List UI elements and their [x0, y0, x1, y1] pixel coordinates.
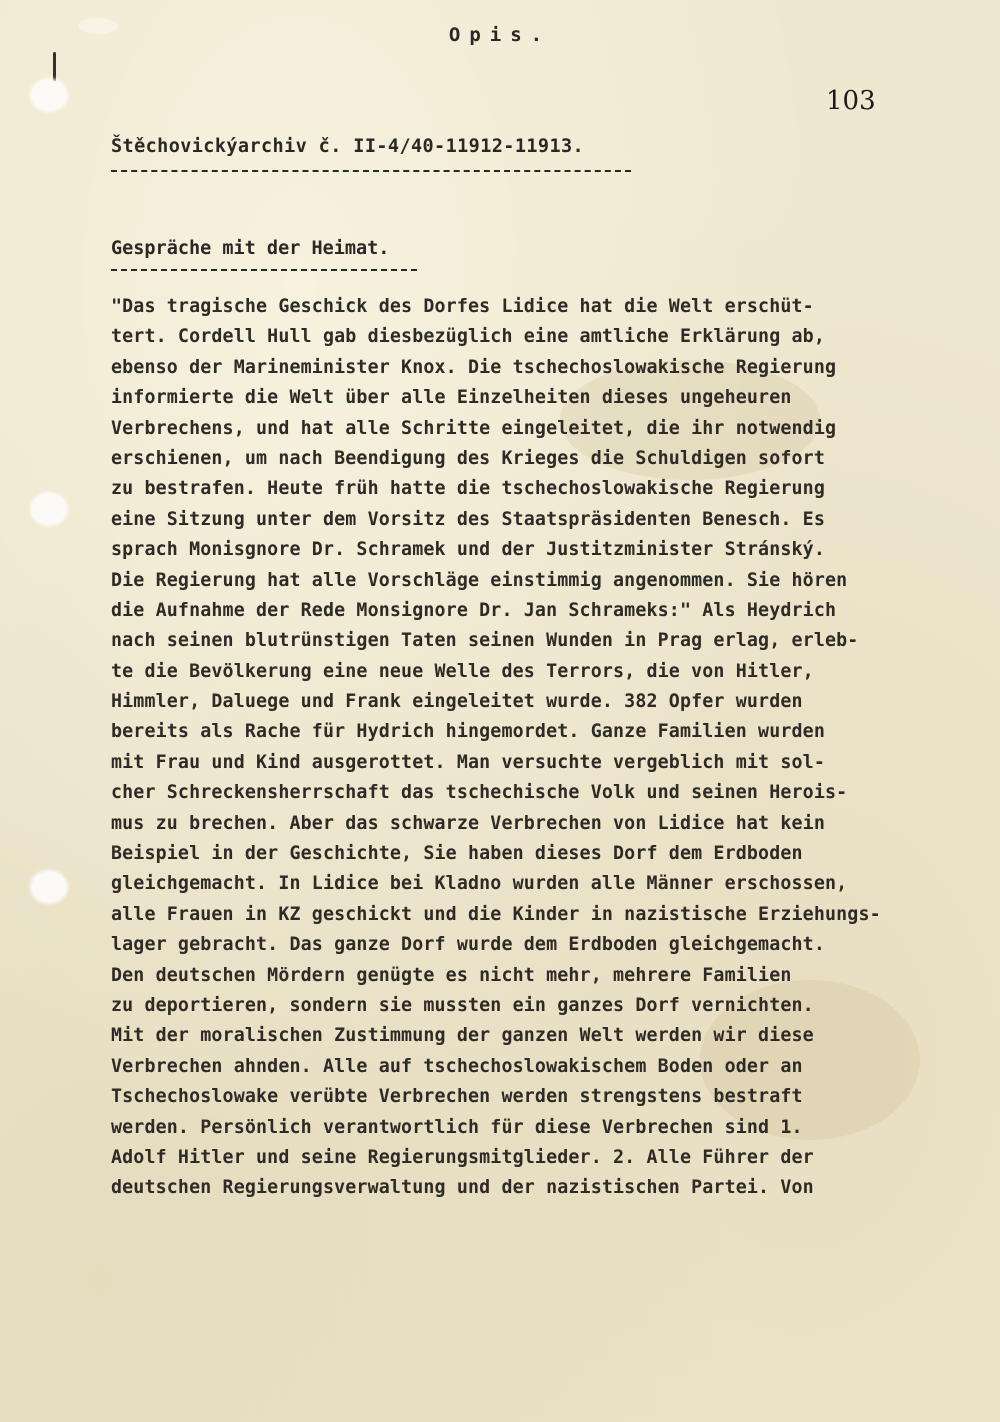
punch-hole — [32, 80, 66, 110]
body-line: zu deportieren, sondern sie mussten ein ganzes Dorf vernichten. — [111, 994, 814, 1016]
body-line: "Das tragische Geschick des Dorfes Lidice hat die Welt erschüt- — [111, 296, 814, 317]
body-line: deutschen Regierungsverwaltung und der nazistischen Partei. Von — [111, 1177, 814, 1199]
body-line: Himmler, Daluege und Frank eingeleitet wurde. 382 Opfer wurden — [111, 691, 803, 713]
body-line: Beispiel in der Geschichte, Sie haben dieses Dorf dem Erdboden — [111, 843, 803, 865]
underline-rule — [111, 170, 631, 172]
body-line: lager gebracht. Das ganze Dorf wurde dem Erdboden gleichgemacht. — [111, 934, 825, 956]
body-line: eine Sitzung unter dem Vorsitz des Staatspräsidenten Benesch. Es — [111, 508, 825, 530]
body-text — [111, 292, 971, 1204]
body-line: bereits als Rache für Hydrich hingemordet. Ganze Familien wurden — [111, 721, 825, 743]
page-number: 103 — [826, 86, 876, 116]
punch-hole — [32, 872, 66, 902]
body-line: Mit der moralischen Zustimmung der ganzen Welt werden wir diese — [111, 1025, 814, 1047]
body-line: Die Regierung hat alle Vorschläge einstimmig angenommen. Sie hören — [111, 569, 848, 591]
body-line: Den deutschen Mördern genügte es nicht mehr, mehrere Familien — [111, 964, 792, 986]
body-line: die Aufnahme der Rede Monsignore Dr. Jan Schrameks:" Als Heydrich — [111, 599, 837, 621]
body-line: informierte die Welt über alle Einzelheiten dieses ungeheuren — [111, 387, 792, 409]
body-line: nach seinen blutrünstigen Taten seinen Wunden in Prag erlag, erleb- — [111, 630, 859, 652]
body-line: Tschechoslowake verübte Verbrechen werden strengstens bestraft — [111, 1086, 803, 1108]
body-line: cher Schreckensherrschaft das tschechische Volk und seinen Herois- — [111, 782, 848, 804]
body-line: erschienen, um nach Beendigung des Krieges die Schuldigen sofort — [111, 447, 825, 469]
document-title: Gespräche mit der Heimat. — [111, 238, 390, 259]
body-line: alle Frauen in KZ geschickt und die Kinder in nazistische Erziehungs- — [111, 903, 881, 925]
pencil-mark — [53, 52, 56, 82]
body-line: mus zu brechen. Aber das schwarze Verbrechen von Lidice hat kein — [111, 812, 825, 834]
body-line: Verbrechen ahnden. Alle auf tschechoslowakischem Boden oder an — [111, 1055, 803, 1077]
archive-reference: Štěchovickýarchiv č. II-4/40-11912-11913. — [111, 136, 585, 157]
body-line: werden. Persönlich verantwortlich für diese Verbrechen sind 1. — [111, 1116, 803, 1138]
header-word: Opis. — [448, 24, 552, 46]
body-line: gleichgemacht. In Lidice bei Kladno wurden alle Männer erschossen, — [111, 873, 848, 895]
punch-hole — [32, 494, 66, 524]
body-line: ebenso der Marineminister Knox. Die tschechoslowakische Regierung — [111, 356, 837, 378]
body-line: tert. Cordell Hull gab diesbezüglich eine amtliche Erklärung ab, — [111, 326, 825, 348]
body-line: Adolf Hitler und seine Regierungsmitglieder. 2. Alle Führer der — [111, 1146, 814, 1168]
body-line: te die Bevölkerung eine neue Welle des Terrors, die von Hitler, — [111, 660, 814, 682]
body-line: Verbrechens, und hat alle Schritte eingeleitet, die ihr notwendig — [111, 417, 837, 439]
body-line: sprach Monisgnore Dr. Schramek und der Justitzminister Stránský. — [111, 539, 825, 561]
body-line: zu bestrafen. Heute früh hatte die tschechoslowakische Regierung — [111, 478, 825, 500]
underline-rule — [111, 269, 417, 271]
body-line: mit Frau und Kind ausgerottet. Man versuchte vergeblich mit sol- — [111, 751, 825, 773]
